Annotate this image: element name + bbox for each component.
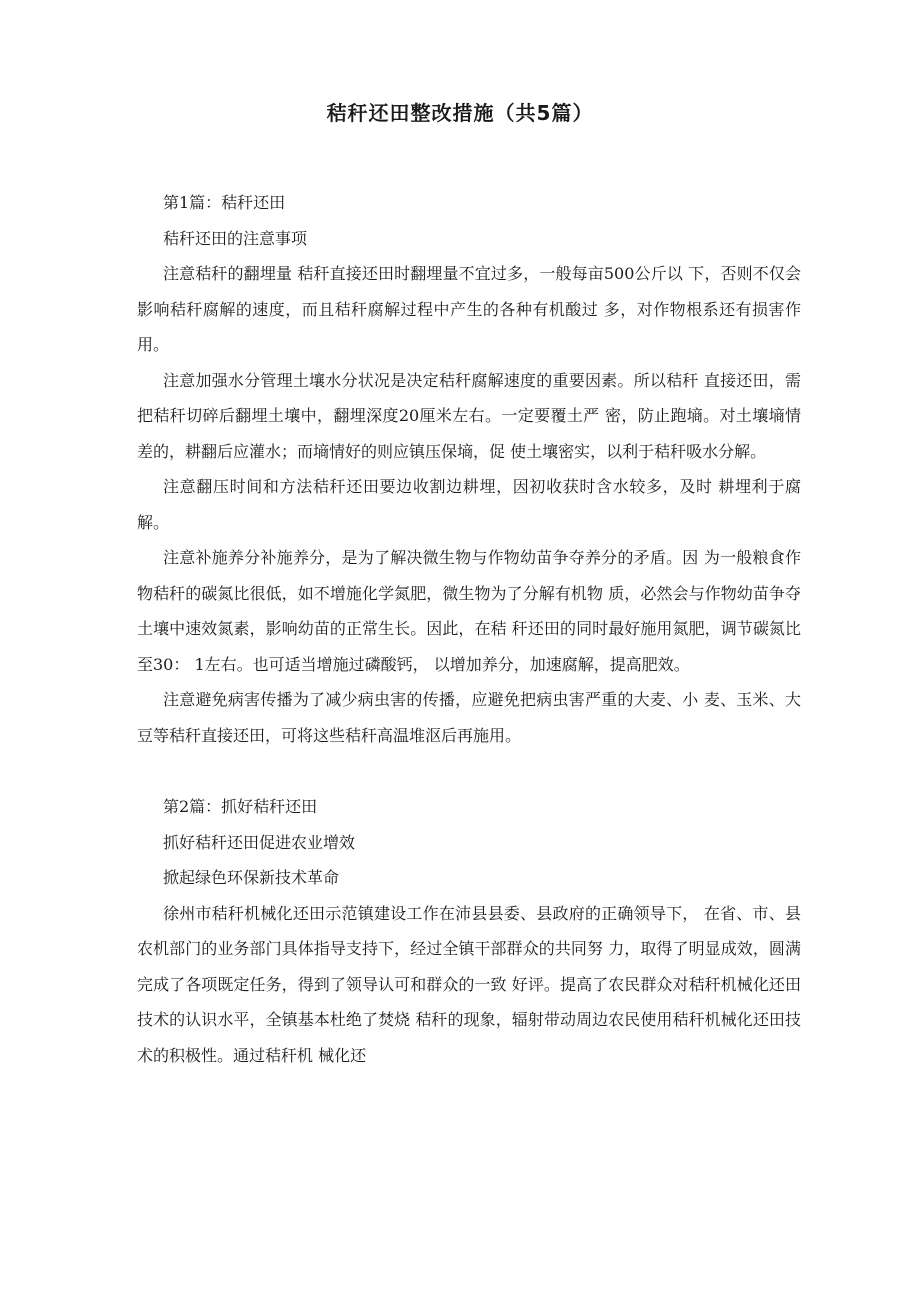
section-2-paragraph: 徐州市秸秆机械化还田示范镇建设工作在沛县县委、县政府的正确领导下， 在省、市、县农机部门的业务部门具体指导支持下，经过全镇干部群众的共同努 力，取得了明显成效，圆满完成了各项既定任务，得到了领导认可和群众的一致 好评。提高了农民群众对秸秆机械化还田技术的认识水平，全镇基本杜绝了焚烧 秸秆的现象，辐射带动周边农民使用秸秆机械化还田技术的积极性。通过秸秆机 械化还 (137, 903, 801, 1065)
document-title: 秸秆还田整改措施（共5篇） (326, 101, 594, 125)
section-1-heading: 第1篇：秸秆还田 (163, 193, 286, 212)
section-2-subheading: 抓好秸秆还田促进农业增效 (163, 832, 356, 852)
section-1-subheading: 秸秆还田的注意事项 (163, 228, 308, 248)
document-body (137, 185, 801, 1073)
section-2-heading: 第2篇：抓好秸秆还田 (163, 797, 318, 816)
section-2-subheading: 掀起绿色环保新技术革命 (163, 868, 340, 887)
section-1-paragraph: 注意补施养分补施养分，是为了解决微生物与作物幼苗争夺养分的矛盾。因 为一般粮食作物秸秆的碳氮比很低，如不增施化学氮肥，微生物为了分解有机物 质，必然会与作物幼苗争夺土壤中速效氮素，影响幼苗的正常生长。因此，在秸 秆还田的同时最好施用氮肥，调节碳氮比至30： 1左右。也可适当增施过磷酸钙， 以增加养分，加速腐解，提高肥效。 (137, 548, 801, 674)
section-divider-space (137, 753, 801, 789)
section-1-paragraph: 注意避免病害传播为了减少病虫害的传播，应避免把病虫害严重的大麦、小 麦、玉米、大豆等秸秆直接还田，可将这些秸秆高温堆沤后再施用。 (137, 690, 801, 745)
section-1-paragraph: 注意秸秆的翻埋量 秸秆直接还田时翻埋量不宜过多，一般每亩500公斤以 下，否则不仅会影响秸秆腐解的速度，而且秸秆腐解过程中产生的各种有机酸过 多，对作物根系还有损害作用。 (137, 264, 801, 354)
section-1-paragraph: 注意翻压时间和方法秸秆还田要边收割边耕埋，因初收获时含水较多，及时 耕埋利于腐解。 (137, 477, 801, 532)
section-1-paragraph: 注意加强水分管理土壤水分状况是决定秸秆腐解速度的重要因素。所以秸秆 直接还田，需把秸秆切碎后翻埋土壤中，翻埋深度20厘米左右。一定要覆土严 密，防止跑墒。对土壤墒情差的，耕翻后应灌水；而墒情好的则应镇压保墒，促 使土壤密实，以利于秸秆吸水分解。 (137, 370, 801, 461)
